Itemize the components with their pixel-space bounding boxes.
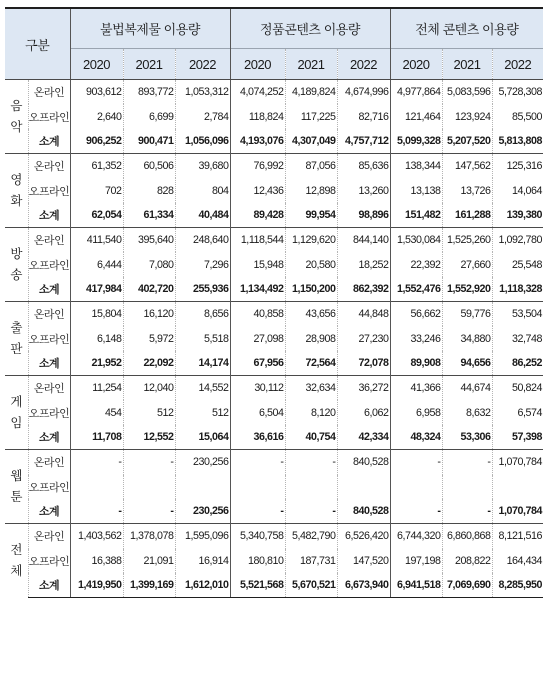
value-cell: -: [285, 450, 337, 475]
value-cell: 53,504: [492, 302, 543, 327]
value-cell: 180,810: [230, 549, 285, 573]
value-cell: 21,091: [123, 549, 175, 573]
value-cell: [285, 475, 337, 499]
value-cell: -: [390, 499, 442, 524]
value-cell: 33,246: [390, 326, 442, 350]
table-row: [5, 524, 543, 549]
subtotal-row: [5, 499, 543, 524]
subcategory-label: 온라인: [28, 524, 70, 549]
category-name: 출판: [10, 320, 23, 356]
value-cell: 1,092,780: [492, 228, 543, 253]
value-cell: 840,528: [337, 499, 390, 524]
category-name: 영화: [10, 172, 23, 208]
subcategory-label: 오프라인: [28, 178, 70, 202]
category-name: 웹툰: [10, 468, 23, 504]
value-cell: 164,434: [492, 549, 543, 573]
value-cell: 13,726: [442, 178, 492, 202]
value-cell: 1,399,169: [123, 573, 175, 598]
subcategory-label: 소계: [28, 573, 70, 598]
value-cell: 39,680: [175, 154, 230, 179]
category-name: 음악: [10, 98, 23, 134]
subcategory-label: 소계: [28, 277, 70, 302]
value-cell: 50,824: [492, 376, 543, 401]
value-cell: 72,078: [337, 351, 390, 376]
value-cell: 12,436: [230, 178, 285, 202]
value-cell: 36,616: [230, 425, 285, 450]
value-cell: 893,772: [123, 80, 175, 105]
value-cell: 18,252: [337, 252, 390, 276]
value-cell: [70, 475, 123, 499]
subcategory-label: 소계: [28, 351, 70, 376]
group-header-illegal: 불법복제물 이용량: [70, 8, 230, 49]
value-cell: 5,518: [175, 326, 230, 350]
value-cell: 5,207,520: [442, 129, 492, 154]
value-cell: 6,526,420: [337, 524, 390, 549]
corner-header: 구분: [5, 8, 70, 80]
value-cell: 161,288: [442, 203, 492, 228]
value-cell: 76,992: [230, 154, 285, 179]
table-body: [5, 80, 543, 598]
value-cell: 1,419,950: [70, 573, 123, 598]
value-cell: 117,225: [285, 104, 337, 128]
subcategory-label: 소계: [28, 499, 70, 524]
subcategory-label: 오프라인: [28, 104, 70, 128]
value-cell: 1,053,312: [175, 80, 230, 105]
subcategory-label: 오프라인: [28, 475, 70, 499]
value-cell: 248,640: [175, 228, 230, 253]
value-cell: 6,860,868: [442, 524, 492, 549]
table-row: [5, 376, 543, 401]
subcategory-label: 소계: [28, 203, 70, 228]
value-cell: 22,092: [123, 351, 175, 376]
value-cell: -: [230, 450, 285, 475]
subtotal-row: [5, 351, 543, 376]
value-cell: -: [442, 450, 492, 475]
value-cell: 5,083,596: [442, 80, 492, 105]
value-cell: 1,378,078: [123, 524, 175, 549]
value-cell: 4,189,824: [285, 80, 337, 105]
value-cell: 16,120: [123, 302, 175, 327]
category-label: [5, 524, 28, 598]
value-cell: 14,174: [175, 351, 230, 376]
category-name: 게임: [10, 394, 23, 430]
value-cell: 1,525,260: [442, 228, 492, 253]
value-cell: 230,256: [175, 450, 230, 475]
value-cell: 125,316: [492, 154, 543, 179]
value-cell: 12,898: [285, 178, 337, 202]
value-cell: 5,099,328: [390, 129, 442, 154]
year-header: 2020: [70, 49, 123, 80]
table-row: [5, 400, 543, 424]
category-label: [5, 450, 28, 524]
value-cell: 48,324: [390, 425, 442, 450]
value-cell: 41,366: [390, 376, 442, 401]
table-row: [5, 154, 543, 179]
value-cell: 906,252: [70, 129, 123, 154]
subcategory-label: 온라인: [28, 450, 70, 475]
value-cell: 5,521,568: [230, 573, 285, 598]
value-cell: 40,858: [230, 302, 285, 327]
value-cell: 4,757,712: [337, 129, 390, 154]
value-cell: 118,824: [230, 104, 285, 128]
value-cell: 15,948: [230, 252, 285, 276]
value-cell: 8,121,516: [492, 524, 543, 549]
table-row: [5, 80, 543, 105]
value-cell: 5,340,758: [230, 524, 285, 549]
subcategory-label: 온라인: [28, 154, 70, 179]
value-cell: 5,728,308: [492, 80, 543, 105]
value-cell: -: [390, 450, 442, 475]
value-cell: 89,908: [390, 351, 442, 376]
category-name: 전체: [10, 542, 23, 578]
subcategory-label: 소계: [28, 129, 70, 154]
value-cell: 6,699: [123, 104, 175, 128]
value-cell: 21,952: [70, 351, 123, 376]
value-cell: 87,056: [285, 154, 337, 179]
value-cell: 13,138: [390, 178, 442, 202]
value-cell: -: [70, 499, 123, 524]
value-cell: 56,662: [390, 302, 442, 327]
subtotal-row: [5, 129, 543, 154]
value-cell: 57,398: [492, 425, 543, 450]
subcategory-label: 오프라인: [28, 252, 70, 276]
value-cell: 702: [70, 178, 123, 202]
value-cell: 6,673,940: [337, 573, 390, 598]
value-cell: 147,562: [442, 154, 492, 179]
value-cell: 1,118,328: [492, 277, 543, 302]
value-cell: 86,252: [492, 351, 543, 376]
value-cell: 862,392: [337, 277, 390, 302]
value-cell: 1,612,010: [175, 573, 230, 598]
value-cell: 11,254: [70, 376, 123, 401]
value-cell: -: [442, 499, 492, 524]
subcategory-label: 온라인: [28, 376, 70, 401]
value-cell: 25,548: [492, 252, 543, 276]
value-cell: 5,670,521: [285, 573, 337, 598]
value-cell: 5,482,790: [285, 524, 337, 549]
subcategory-label: 오프라인: [28, 400, 70, 424]
value-cell: 61,352: [70, 154, 123, 179]
value-cell: [175, 475, 230, 499]
category-label: [5, 228, 28, 302]
value-cell: 4,674,996: [337, 80, 390, 105]
value-cell: 44,674: [442, 376, 492, 401]
value-cell: 36,272: [337, 376, 390, 401]
value-cell: [492, 475, 543, 499]
value-cell: 22,392: [390, 252, 442, 276]
value-cell: 1,552,476: [390, 277, 442, 302]
value-cell: 16,388: [70, 549, 123, 573]
value-cell: 12,040: [123, 376, 175, 401]
value-cell: 4,074,252: [230, 80, 285, 105]
value-cell: 32,634: [285, 376, 337, 401]
value-cell: 8,632: [442, 400, 492, 424]
value-cell: 6,062: [337, 400, 390, 424]
value-cell: [123, 475, 175, 499]
value-cell: 1,595,096: [175, 524, 230, 549]
value-cell: 804: [175, 178, 230, 202]
value-cell: 8,656: [175, 302, 230, 327]
value-cell: 8,120: [285, 400, 337, 424]
year-header: 2020: [390, 49, 442, 80]
value-cell: 6,504: [230, 400, 285, 424]
table-row: [5, 549, 543, 573]
value-cell: -: [70, 450, 123, 475]
value-cell: 7,069,690: [442, 573, 492, 598]
value-cell: 411,540: [70, 228, 123, 253]
table-row: [5, 475, 543, 499]
value-cell: 6,958: [390, 400, 442, 424]
value-cell: 123,924: [442, 104, 492, 128]
value-cell: 30,112: [230, 376, 285, 401]
value-cell: 2,640: [70, 104, 123, 128]
year-header: 2020: [230, 49, 285, 80]
value-cell: 5,813,808: [492, 129, 543, 154]
category-name: 방송: [10, 246, 23, 282]
value-cell: 98,896: [337, 203, 390, 228]
group-header-total: 전체 콘텐츠 이용량: [390, 8, 543, 49]
table-row: [5, 252, 543, 276]
value-cell: 840,528: [337, 450, 390, 475]
value-cell: 4,307,049: [285, 129, 337, 154]
value-cell: 14,064: [492, 178, 543, 202]
value-cell: -: [123, 450, 175, 475]
value-cell: 6,444: [70, 252, 123, 276]
value-cell: 512: [175, 400, 230, 424]
category-label: [5, 302, 28, 376]
value-cell: 1,552,920: [442, 277, 492, 302]
year-header: 2021: [285, 49, 337, 80]
year-header: 2022: [175, 49, 230, 80]
value-cell: 61,334: [123, 203, 175, 228]
value-cell: 94,656: [442, 351, 492, 376]
value-cell: 6,574: [492, 400, 543, 424]
value-cell: 59,776: [442, 302, 492, 327]
category-label: [5, 154, 28, 228]
value-cell: 1,070,784: [492, 499, 543, 524]
value-cell: 15,064: [175, 425, 230, 450]
value-cell: 900,471: [123, 129, 175, 154]
value-cell: 16,914: [175, 549, 230, 573]
value-cell: 85,636: [337, 154, 390, 179]
value-cell: 4,977,864: [390, 80, 442, 105]
subcategory-label: 온라인: [28, 228, 70, 253]
value-cell: 255,936: [175, 277, 230, 302]
value-cell: 417,984: [70, 277, 123, 302]
value-cell: 6,148: [70, 326, 123, 350]
value-cell: 7,080: [123, 252, 175, 276]
value-cell: 903,612: [70, 80, 123, 105]
value-cell: 2,784: [175, 104, 230, 128]
value-cell: 43,656: [285, 302, 337, 327]
value-cell: -: [230, 499, 285, 524]
subcategory-label: 오프라인: [28, 549, 70, 573]
subcategory-label: 소계: [28, 425, 70, 450]
subtotal-row: [5, 425, 543, 450]
value-cell: 40,754: [285, 425, 337, 450]
year-header: 2021: [442, 49, 492, 80]
group-header-legal: 정품콘텐츠 이용량: [230, 8, 390, 49]
value-cell: -: [285, 499, 337, 524]
value-cell: 1,150,200: [285, 277, 337, 302]
value-cell: 512: [123, 400, 175, 424]
value-cell: 147,520: [337, 549, 390, 573]
value-cell: [337, 475, 390, 499]
subtotal-row: [5, 203, 543, 228]
value-cell: 197,198: [390, 549, 442, 573]
value-cell: 72,564: [285, 351, 337, 376]
value-cell: [442, 475, 492, 499]
content-usage-table: [5, 7, 543, 598]
table-row: [5, 450, 543, 475]
value-cell: 5,972: [123, 326, 175, 350]
value-cell: 82,716: [337, 104, 390, 128]
value-cell: 121,464: [390, 104, 442, 128]
value-cell: -: [123, 499, 175, 524]
value-cell: 34,880: [442, 326, 492, 350]
usage-table-container: [5, 7, 543, 598]
table-row: [5, 178, 543, 202]
value-cell: 139,380: [492, 203, 543, 228]
value-cell: 99,954: [285, 203, 337, 228]
value-cell: 53,306: [442, 425, 492, 450]
value-cell: 67,956: [230, 351, 285, 376]
value-cell: 1,070,784: [492, 450, 543, 475]
value-cell: 85,500: [492, 104, 543, 128]
value-cell: 42,334: [337, 425, 390, 450]
subcategory-label: 오프라인: [28, 326, 70, 350]
table-row: [5, 228, 543, 253]
value-cell: 15,804: [70, 302, 123, 327]
value-cell: 828: [123, 178, 175, 202]
value-cell: 1,530,084: [390, 228, 442, 253]
value-cell: [230, 475, 285, 499]
value-cell: 27,660: [442, 252, 492, 276]
value-cell: 1,129,620: [285, 228, 337, 253]
value-cell: 32,748: [492, 326, 543, 350]
value-cell: 4,193,076: [230, 129, 285, 154]
value-cell: 1,056,096: [175, 129, 230, 154]
value-cell: 454: [70, 400, 123, 424]
value-cell: 89,428: [230, 203, 285, 228]
value-cell: 230,256: [175, 499, 230, 524]
year-header: 2022: [492, 49, 543, 80]
value-cell: 402,720: [123, 277, 175, 302]
value-cell: 151,482: [390, 203, 442, 228]
value-cell: 395,640: [123, 228, 175, 253]
value-cell: 11,708: [70, 425, 123, 450]
value-cell: 20,580: [285, 252, 337, 276]
value-cell: 44,848: [337, 302, 390, 327]
value-cell: 1,134,492: [230, 277, 285, 302]
category-label: [5, 80, 28, 154]
value-cell: 12,552: [123, 425, 175, 450]
category-label: [5, 376, 28, 450]
value-cell: 187,731: [285, 549, 337, 573]
subcategory-label: 온라인: [28, 302, 70, 327]
subcategory-label: 온라인: [28, 80, 70, 105]
subtotal-row: [5, 277, 543, 302]
value-cell: 1,403,562: [70, 524, 123, 549]
value-cell: 62,054: [70, 203, 123, 228]
year-header: 2021: [123, 49, 175, 80]
value-cell: 138,344: [390, 154, 442, 179]
value-cell: 6,941,518: [390, 573, 442, 598]
subtotal-row: [5, 573, 543, 598]
value-cell: 7,296: [175, 252, 230, 276]
value-cell: 60,506: [123, 154, 175, 179]
value-cell: 40,484: [175, 203, 230, 228]
value-cell: 28,908: [285, 326, 337, 350]
table-row: [5, 104, 543, 128]
value-cell: 208,822: [442, 549, 492, 573]
value-cell: [390, 475, 442, 499]
value-cell: 27,230: [337, 326, 390, 350]
value-cell: 27,098: [230, 326, 285, 350]
value-cell: 844,140: [337, 228, 390, 253]
value-cell: 14,552: [175, 376, 230, 401]
value-cell: 1,118,544: [230, 228, 285, 253]
value-cell: 8,285,950: [492, 573, 543, 598]
year-header: 2022: [337, 49, 390, 80]
table-row: [5, 326, 543, 350]
table-row: [5, 302, 543, 327]
value-cell: 13,260: [337, 178, 390, 202]
value-cell: 6,744,320: [390, 524, 442, 549]
